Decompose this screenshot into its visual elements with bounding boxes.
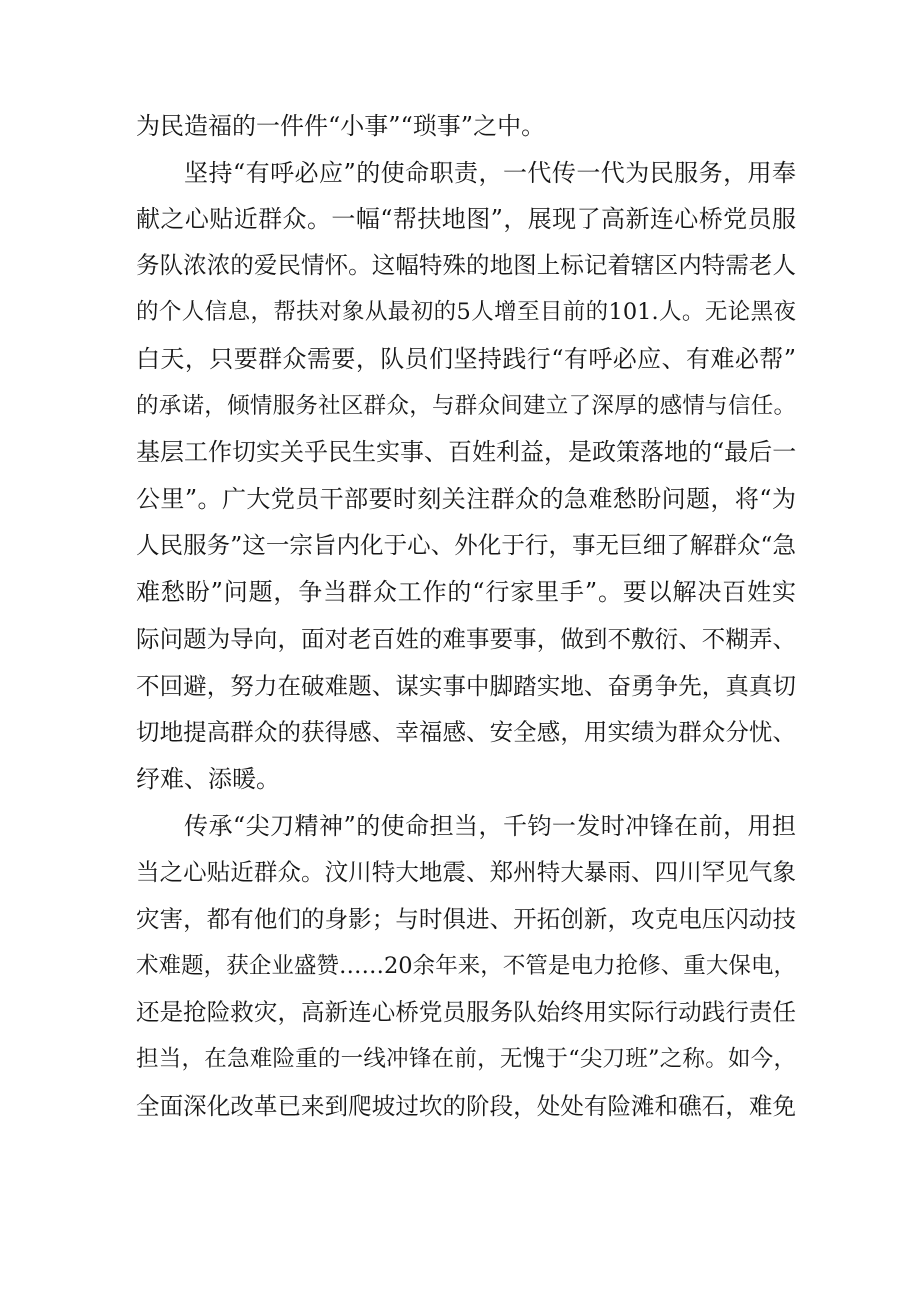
paragraph-first-line: 传承“尖刀精神”的使命担当，千钧一发时冲锋在前，用担 (184, 812, 796, 840)
text-line-4: 务队浓浓的爱民情怀。这幅特殊的地图上标记着辖区内特需老人 (136, 251, 796, 279)
text-line-15: 纾难、添暖。 (136, 765, 280, 793)
text-line-21: 担当，在急难险重的一线冲锋在前，无愧于“尖刀班”之称。如今， (136, 1046, 796, 1072)
text-line-5: 的个人信息，帮扶对象从最初的5人增至目前的101.人。无论黑夜 (136, 299, 796, 325)
text-line-20: 还是抢险救灾，高新连心桥党员服务队始终用实际行动践行责任 (136, 998, 796, 1026)
text-line-8: 基层工作切实关乎民生实事、百姓利益，是政策落地的“最后一 (136, 438, 797, 466)
text-line-6: 白天，只要群众需要，队员们坚持践行“有呼必应、有难必帮” (136, 345, 796, 373)
text-line-22: 全面深化改革已来到爬坡过坎的阶段，处处有险滩和礁石，难免 (136, 1092, 796, 1120)
text-line-13: 不回避，努力在破难题、谋实事中脚踏实地、奋勇争先，真真切 (136, 672, 796, 700)
text-line-12: 际问题为导向，面对老百姓的难事要事，做到不敷衍、不糊弄、 (136, 625, 796, 653)
text-line-17: 当之心贴近群众。汶川特大地震、郑州特大暴雨、四川罕见气象 (136, 858, 796, 886)
paragraph-first-line: 坚持“有呼必应”的使命职责，一代传一代为民服务，用奉 (184, 159, 796, 187)
text-line-10: 人民服务”这一宗旨内化于心、外化于行，事无巨细了解群众“急 (136, 531, 796, 559)
text-line-14: 切地提高群众的获得感、幸福感、安全感，用实绩为群众分忧、 (136, 718, 796, 746)
text-line-1: 为民造福的一件件“小事”“琐事”之中。 (136, 112, 546, 140)
text-line-9: 公里”。广大党员干部要时刻关注群众的急难愁盼问题，将“为 (136, 485, 796, 513)
text-line-3: 献之心贴近群众。一幅“帮扶地图”，展现了高新连心桥党员服 (136, 205, 796, 233)
text-line-19: 术难题，获企业盛赞……20余年来，不管是电力抢修、重大保电， (136, 953, 796, 979)
text-line-7: 的承诺，倾情服务社区群众，与群众间建立了深厚的感情与信任。 (136, 393, 796, 419)
text-line-11: 难愁盼”问题，争当群众工作的“行家里手”。要以解决百姓实 (136, 578, 796, 606)
text-line-18: 灾害，都有他们的身影；与时俱进、开拓创新，攻克电压闪动技 (136, 905, 796, 933)
